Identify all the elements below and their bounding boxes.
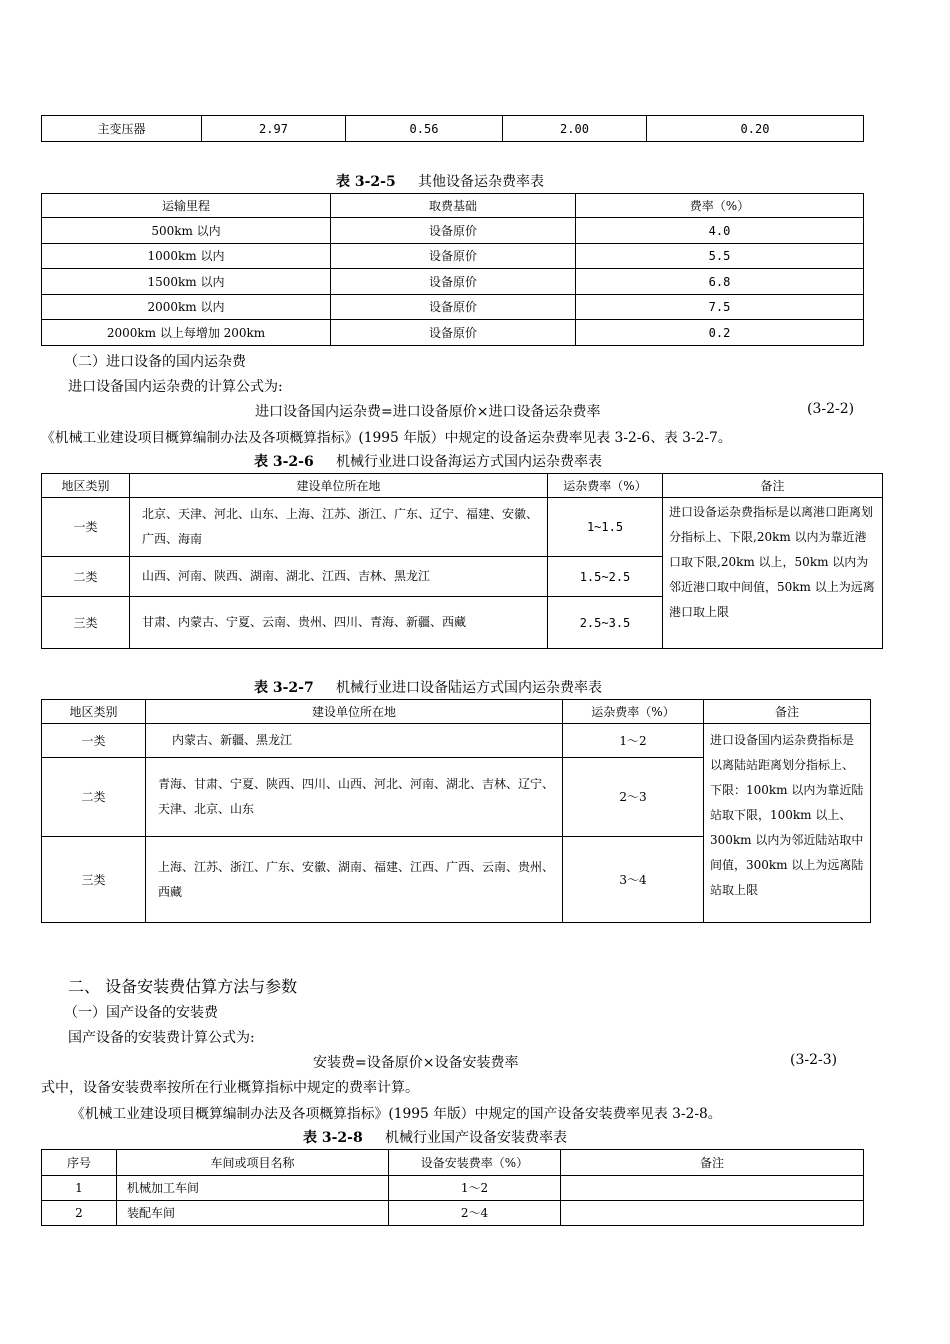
- table-3-2-7: [41, 699, 871, 923]
- table-cell: 设备原价: [331, 218, 576, 244]
- column-header: 运杂费率（%）: [563, 700, 704, 724]
- table-cell: 4.0: [576, 218, 864, 244]
- table-caption-3-2-7: [254, 677, 602, 697]
- caption-number: 表 3-2-7: [254, 680, 314, 696]
- table-row: [42, 1201, 864, 1226]
- table-cell: 二类: [42, 557, 130, 597]
- table-header-row: [42, 700, 871, 724]
- table-cell: 山西、河南、陕西、湖南、湖北、江西、吉林、黑龙江: [130, 557, 548, 597]
- caption-title: 机械行业国产设备安装费率表: [384, 1130, 567, 1146]
- paragraph-install-formula-intro: 国产设备的安装费计算公式为:: [68, 1030, 255, 1046]
- paragraph-rate-note: 式中，设备安装费率按所在行业概算指标中规定的费率计算。: [41, 1080, 419, 1096]
- table-cell: 2: [42, 1201, 117, 1226]
- table-cell: 1: [42, 1176, 117, 1201]
- table-header-row: [42, 474, 883, 498]
- table-cell: 设备原价: [331, 320, 576, 346]
- table-cell: 6.8: [576, 269, 864, 295]
- table-cell: 甘肃、内蒙古、宁夏、云南、贵州、四川、青海、新疆、西藏: [130, 597, 548, 649]
- column-header: 备注: [704, 700, 871, 724]
- column-header: 运杂费率（%）: [548, 474, 663, 498]
- column-header: 建设单位所在地: [130, 474, 548, 498]
- caption-number: 表 3-2-5: [336, 174, 396, 190]
- caption-number: 表 3-2-6: [254, 454, 314, 470]
- column-header: 序号: [42, 1150, 117, 1176]
- table-cell: 0.56: [346, 116, 503, 142]
- table-3-2-5: [41, 193, 864, 346]
- paragraph-domestic-install: （一）国产设备的安装费: [64, 1005, 218, 1021]
- table-cell: 500km 以内: [42, 218, 331, 244]
- column-header: 取费基础: [331, 194, 576, 218]
- table-row: [42, 1176, 864, 1201]
- table-cell: [561, 1201, 864, 1226]
- table-caption-3-2-8: [303, 1127, 567, 1147]
- table-cell: 1~1.5: [548, 498, 663, 557]
- table-row: [42, 724, 871, 758]
- table-top-fragment: [41, 115, 864, 142]
- column-header: 设备安装费率（%）: [389, 1150, 561, 1176]
- table-cell: 装配车间: [117, 1201, 389, 1226]
- table-cell: 三类: [42, 597, 130, 649]
- table-cell: 二类: [42, 758, 146, 837]
- table-row: [42, 218, 864, 244]
- paragraph-formula-intro: 进口设备国内运杂费的计算公式为:: [68, 379, 283, 395]
- table-caption-3-2-6: [254, 451, 602, 471]
- table-cell: 1～2: [389, 1176, 561, 1201]
- paragraph-reference: 《机械工业建设项目概算编制办法及各项概算指标》(1995 年版）中规定的设备运杂费率见表 3-2-6、表 3-2-7。: [41, 430, 732, 446]
- table-cell: 2.00: [503, 116, 647, 142]
- table-cell: 设备原价: [331, 244, 576, 269]
- table-cell: 1～2: [563, 724, 704, 758]
- table-row: [42, 269, 864, 295]
- table-cell: 1.5~2.5: [548, 557, 663, 597]
- caption-number: 表 3-2-8: [303, 1130, 363, 1146]
- formula-3-2-2: 进口设备国内运杂费=进口设备原价×进口设备运杂费率: [255, 404, 601, 420]
- section-heading-installation: 二、 设备安装费估算方法与参数: [68, 977, 298, 996]
- table-row: [42, 116, 864, 142]
- table-cell: 一类: [42, 498, 130, 557]
- column-header: 费率（%）: [576, 194, 864, 218]
- table-cell: 2000km 以上每增加 200km: [42, 320, 331, 346]
- table-cell: 设备原价: [331, 295, 576, 320]
- table-cell: 青海、甘肃、宁夏、陕西、四川、山西、河北、河南、湖北、吉林、辽宁、天津、北京、山东: [146, 758, 563, 837]
- table-row: [42, 295, 864, 320]
- table-cell: 1500km 以内: [42, 269, 331, 295]
- column-header: 备注: [561, 1150, 864, 1176]
- table-cell: 主变压器: [42, 116, 202, 142]
- table-cell: [561, 1176, 864, 1201]
- table-cell: 2～4: [389, 1201, 561, 1226]
- table-note-cell: 进口设备国内运杂费指标是以离陆站距离划分指标上、下限：100km 以内为靠近陆站取下限，100km 以上、300km 以内为邻近陆站取中间值，300km 以上为远离陆站取上限: [704, 724, 871, 923]
- column-header: 建设单位所在地: [146, 700, 563, 724]
- table-row: [42, 320, 864, 346]
- table-3-2-8: [41, 1149, 864, 1226]
- formula-number-3-2-2: (3-2-2): [807, 401, 855, 417]
- column-header: 车间或项目名称: [117, 1150, 389, 1176]
- column-header: 备注: [663, 474, 883, 498]
- table-cell: 0.20: [647, 116, 864, 142]
- paragraph-reference-2: 《机械工业建设项目概算编制办法及各项概算指标》(1995 年版）中规定的国产设备安装费率见表 3-2-8。: [71, 1106, 722, 1122]
- table-cell: 0.2: [576, 320, 864, 346]
- table-cell: 内蒙古、新疆、黑龙江: [146, 724, 563, 758]
- formula-number-3-2-3: (3-2-3): [790, 1052, 838, 1068]
- paragraph-imported-freight: （二）进口设备的国内运杂费: [64, 354, 246, 370]
- table-row: [42, 498, 883, 557]
- caption-title: 机械行业进口设备陆运方式国内运杂费率表: [335, 680, 602, 696]
- table-cell: 设备原价: [331, 269, 576, 295]
- table-cell: 3～4: [563, 837, 704, 923]
- table-cell: 1000km 以内: [42, 244, 331, 269]
- table-caption-3-2-5: [336, 171, 544, 191]
- table-cell: 7.5: [576, 295, 864, 320]
- table-cell: 2～3: [563, 758, 704, 837]
- column-header: 地区类别: [42, 700, 146, 724]
- table-header-row: [42, 194, 864, 218]
- table-cell: 2.5~3.5: [548, 597, 663, 649]
- table-cell: 2000km 以内: [42, 295, 331, 320]
- formula-3-2-3: 安装费=设备原价×设备安装费率: [313, 1055, 519, 1071]
- table-cell: 北京、天津、河北、山东、上海、江苏、浙江、广东、辽宁、福建、安徽、广西、海南: [130, 498, 548, 557]
- caption-title: 其他设备运杂费率表: [417, 174, 544, 190]
- table-cell: 一类: [42, 724, 146, 758]
- table-3-2-6: [41, 473, 883, 649]
- table-note-cell: 进口设备运杂费指标是以离港口距离划分指标上、下限,20km 以内为靠近港口取下限,20km 以上，50km 以内为邻近港口取中间值，50km 以上为远离港口取上限: [663, 498, 883, 649]
- table-cell: 2.97: [202, 116, 346, 142]
- table-cell: 上海、江苏、浙江、广东、安徽、湖南、福建、江西、广西、云南、贵州、西藏: [146, 837, 563, 923]
- table-cell: 机械加工车间: [117, 1176, 389, 1201]
- caption-title: 机械行业进口设备海运方式国内运杂费率表: [335, 454, 602, 470]
- column-header: 运输里程: [42, 194, 331, 218]
- table-row: [42, 244, 864, 269]
- column-header: 地区类别: [42, 474, 130, 498]
- table-cell: 5.5: [576, 244, 864, 269]
- table-header-row: [42, 1150, 864, 1176]
- table-cell: 三类: [42, 837, 146, 923]
